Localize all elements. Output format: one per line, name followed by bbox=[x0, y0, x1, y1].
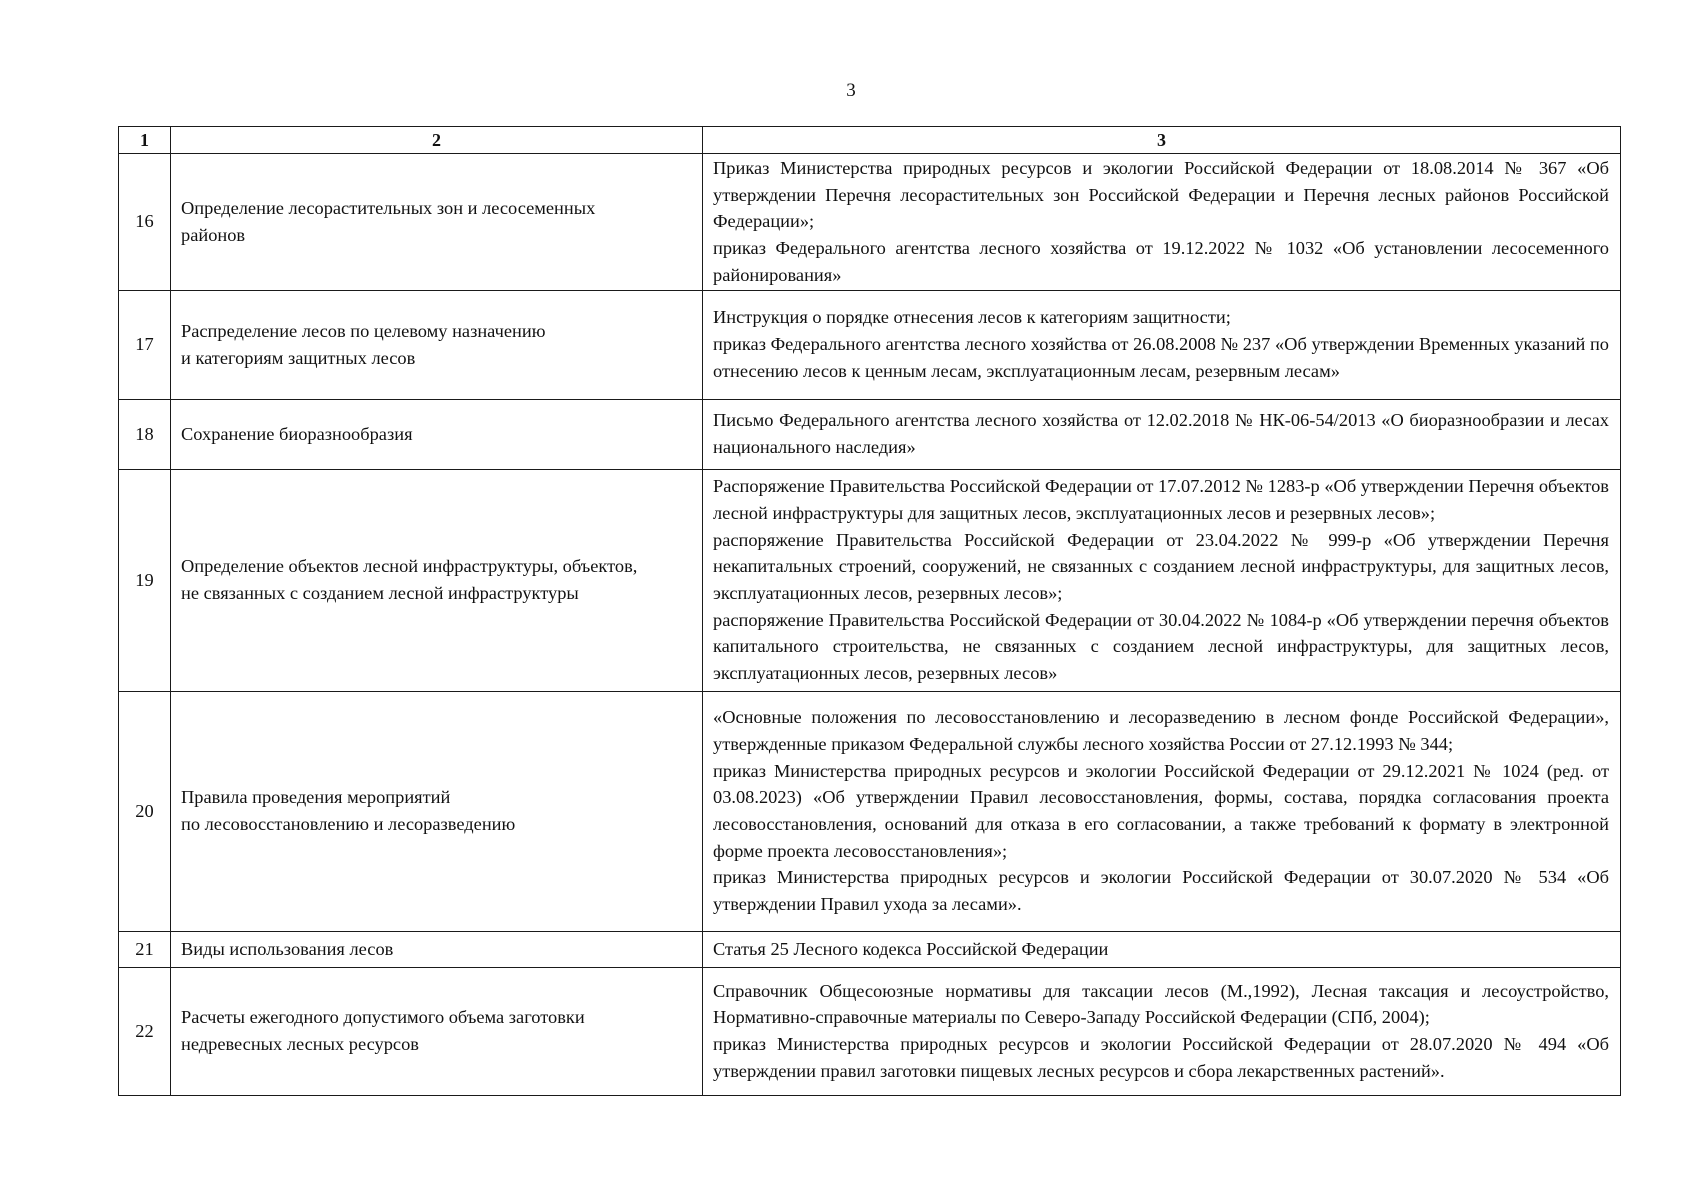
row-documents bbox=[703, 691, 1621, 931]
row-name-text: Правила проведения мероприятий по лесовосстановлению и лесоразведению bbox=[181, 787, 516, 835]
row-documents bbox=[703, 154, 1621, 291]
document-reference: Распоряжение Правительства Российской Федерации от 17.07.2012 № 1283-р «Об утверждении Перечня объектов лесной инфраструктуры для защитных лесов, эксплуатационных лесов и резервных лесов»; bbox=[713, 476, 1609, 523]
table-row bbox=[119, 469, 1621, 691]
row-name bbox=[171, 290, 703, 399]
document-reference: «Основные положения по лесовосстановлению и лесоразведению в лесном фонде Российской Федерации», утвержденные приказом Федеральной службы лесного хозяйства России от 27.12.1993 № 344; bbox=[713, 707, 1609, 754]
row-documents bbox=[703, 469, 1621, 691]
table-row bbox=[119, 931, 1621, 967]
row-name bbox=[171, 931, 703, 967]
row-name-text: Определение объектов лесной инфраструктуры, объектов, не связанных с созданием лесной инфраструктуры bbox=[181, 556, 638, 604]
table-row bbox=[119, 691, 1621, 931]
row-number: 21 bbox=[119, 931, 171, 967]
row-name bbox=[171, 469, 703, 691]
row-name-text: Распределение лесов по целевому назначению и категориям защитных лесов bbox=[181, 320, 546, 368]
row-documents bbox=[703, 290, 1621, 399]
row-name bbox=[171, 967, 703, 1095]
document-table bbox=[118, 126, 1621, 1096]
header-col-name: 2 bbox=[171, 127, 703, 154]
document-reference: приказ Федерального агентства лесного хозяйства от 19.12.2022 № 1032 «Об установлении лесосеменного районирования» bbox=[713, 238, 1609, 285]
table-row bbox=[119, 290, 1621, 399]
document-reference: Инструкция о порядке отнесения лесов к категориям защитности; bbox=[713, 307, 1231, 328]
document-reference: Письмо Федерального агентства лесного хозяйства от 12.02.2018 № НК-06-54/2013 «О биоразнообразии и лесах национального наследия» bbox=[713, 410, 1609, 458]
header-col-number: 1 bbox=[119, 127, 171, 154]
row-number: 18 bbox=[119, 399, 171, 469]
row-name-text: Сохранение биоразнообразия bbox=[181, 423, 413, 444]
document-reference: Статья 25 Лесного кодекса Российской Федерации bbox=[713, 938, 1109, 959]
row-documents bbox=[703, 931, 1621, 967]
row-name bbox=[171, 399, 703, 469]
document-reference: приказ Министерства природных ресурсов и экологии Российской Федерации от 28.07.2020 № 494 «Об утверждении правил заготовки пищевых лесных ресурсов и сбора лекарственных растений». bbox=[713, 1034, 1609, 1081]
table-row bbox=[119, 154, 1621, 291]
table-row bbox=[119, 967, 1621, 1095]
row-number: 19 bbox=[119, 469, 171, 691]
row-name-text: Расчеты ежегодного допустимого объема заготовки недревесных лесных ресурсов bbox=[181, 1007, 585, 1055]
document-reference: приказ Министерства природных ресурсов и экологии Российской Федерации от 29.12.2021 № 1024 (ред. от 03.08.2023) «Об утверждении Правил лесовосстановления, формы, состава, порядка согласования проекта лесовосстановления, оснований для отказа в его согласовании, а также требований к формату в электронной форме проекта лесовосстановления»; bbox=[713, 760, 1609, 861]
row-name-text: Определение лесорастительных зон и лесосеменных районов bbox=[181, 198, 596, 245]
document-reference: Приказ Министерства природных ресурсов и экологии Российской Федерации от 18.08.2014 № 367 «Об утверждении Перечня лесорастительных зон Российской Федерации и Перечня лесных районов Российской Федерации»; bbox=[713, 158, 1609, 232]
header-col-documents: 3 bbox=[703, 127, 1621, 154]
page-number: 3 bbox=[846, 80, 856, 101]
table-header-row bbox=[119, 127, 1621, 154]
document-reference: приказ Министерства природных ресурсов и экологии Российской Федерации от 30.07.2020 № 534 «Об утверждении Правил ухода за лесами». bbox=[713, 867, 1609, 915]
row-documents bbox=[703, 967, 1621, 1095]
row-name bbox=[171, 691, 703, 931]
row-number: 17 bbox=[119, 290, 171, 399]
row-number: 16 bbox=[119, 154, 171, 291]
row-name-text: Виды использования лесов bbox=[181, 938, 394, 959]
row-number: 22 bbox=[119, 967, 171, 1095]
document-reference: Справочник Общесоюзные нормативы для таксации лесов (М.,1992), Лесная таксация и лесоустройство, Нормативно-справочные материалы по Северо-Западу Российской Федерации (СПб, 2004); bbox=[713, 980, 1609, 1028]
row-name bbox=[171, 154, 703, 291]
document-reference: распоряжение Правительства Российской Федерации от 23.04.2022 № 999-р «Об утверждении Перечня некапитальных строений, сооружений, не связанных с созданием лесной инфраструктуры, для защитных лесов, эксплуатационных лесов, резервных лесов»; bbox=[713, 529, 1609, 604]
row-number: 20 bbox=[119, 691, 171, 931]
row-documents bbox=[703, 399, 1621, 469]
document-reference: приказ Федерального агентства лесного хозяйства от 26.08.2008 № 237 «Об утверждении Временных указаний по отнесению лесов к ценным лесам, эксплуатационным лесам, резервным лесам» bbox=[713, 334, 1609, 381]
table-row bbox=[119, 399, 1621, 469]
document-reference: распоряжение Правительства Российской Федерации от 30.04.2022 № 1084-р «Об утверждении перечня объектов капитального строительства, не связанных с созданием лесной инфраструктуры, для защитных лесов, эксплуатационных лесов, резервных лесов» bbox=[713, 609, 1609, 684]
